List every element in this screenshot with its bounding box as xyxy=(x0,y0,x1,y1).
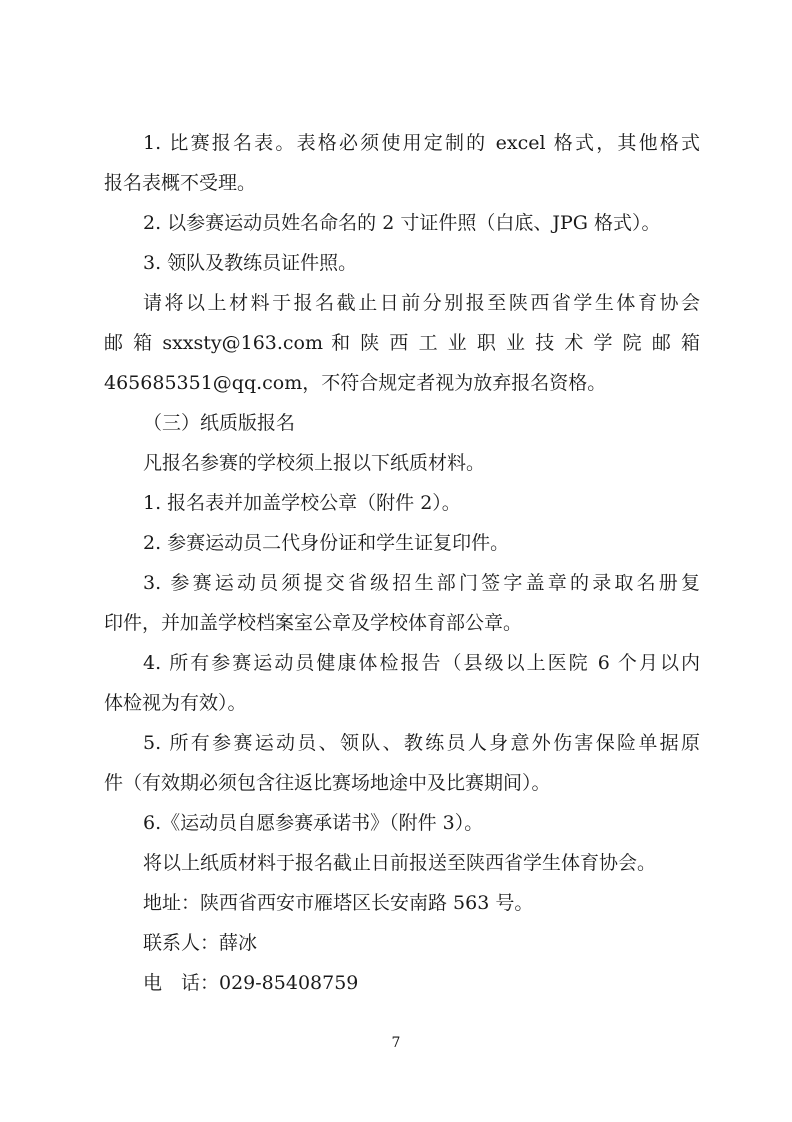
paragraph-line: 5. 所有参赛运动员、领队、教练员人身意外伤害保险单据原 xyxy=(143,732,700,754)
paragraph-line: 6.《运动员自愿参赛承诺书》（附件 3）。 xyxy=(143,812,484,834)
paragraph-line: 3. 参赛运动员须提交省级招生部门签字盖章的录取名册复 xyxy=(143,572,700,594)
section-heading: （三）纸质版报名 xyxy=(143,412,296,434)
paragraph-line: 邮 箱 sxxsty@163.com 和 陕 西 工 业 职 业 技 术 学 院 邮 箱 xyxy=(104,332,700,354)
paragraph-line: 凡报名参赛的学校须上报以下纸质材料。 xyxy=(143,452,486,474)
paragraph-line: 件（有效期必须包含往返比赛场地途中及比赛期间）。 xyxy=(104,772,551,794)
address-line: 地址：陕西省西安市雁塔区长安南路 563 号。 xyxy=(143,892,534,914)
paragraph-line: 3. 领队及教练员证件照。 xyxy=(143,252,358,274)
phone-line: 电 话：029-85408759 xyxy=(143,972,359,994)
paragraph-line: 报名表概不受理。 xyxy=(104,172,257,194)
paragraph-line: 465685351@qq.com，不符合规定者视为放弃报名资格。 xyxy=(104,372,607,394)
paragraph-line: 1. 报名表并加盖学校公章（附件 2）。 xyxy=(143,492,461,514)
paragraph-line: 4. 所有参赛运动员健康体检报告（县级以上医院 6 个月以内 xyxy=(143,652,700,674)
paragraph-line: 2. 参赛运动员二代身份证和学生证复印件。 xyxy=(143,532,510,554)
paragraph-line: 体检视为有效）。 xyxy=(104,692,247,714)
contact-line: 联系人：薛冰 xyxy=(143,932,258,954)
paragraph-line: 将以上纸质材料于报名截止日前报送至陕西省学生体育协会。 xyxy=(143,852,657,874)
paragraph-line: 请将以上材料于报名截止日前分别报至陕西省学生体育协会 xyxy=(143,292,700,314)
paragraph-line: 1. 比赛报名表。表格必须使用定制的 excel 格式，其他格式 xyxy=(143,132,700,154)
paragraph-line: 印件，并加盖学校档案室公章及学校体育部公章。 xyxy=(104,612,523,634)
paragraph-line: 2. 以参赛运动员姓名命名的 2 寸证件照（白底、JPG 格式）。 xyxy=(143,212,661,234)
page-number: 7 xyxy=(391,1035,401,1051)
